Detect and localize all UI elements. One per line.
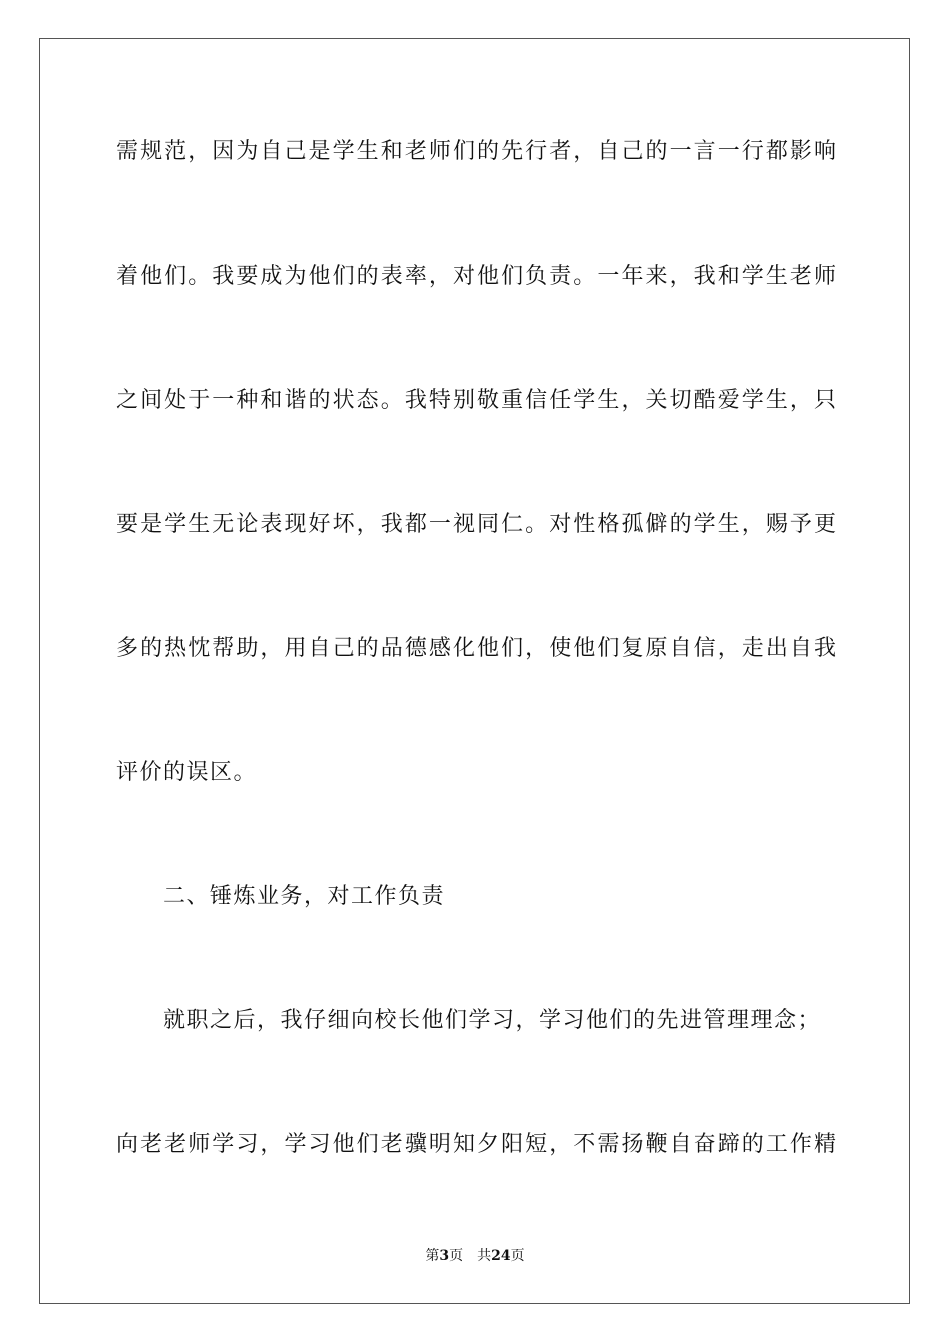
body-line-7: 就职之后，我仔细向校长他们学习，学习他们的先进管理理念； — [163, 1008, 822, 1033]
section-heading: 二、锤炼业务，对工作负责 — [163, 884, 446, 909]
body-line-5: 多的热忱帮助，用自己的品德感化他们，使他们复原自信，走出自我 — [116, 636, 836, 661]
body-line-8: 向老老师学习，学习他们老骥明知夕阳短，不需扬鞭自奋蹄的工作精 — [116, 1132, 836, 1157]
body-line-4: 要是学生无论表现好坏，我都一视同仁。对性格孤僻的学生，赐予更 — [116, 512, 836, 537]
body-line-6: 评价的误区。 — [116, 760, 258, 785]
page-prefix: 第 — [425, 1248, 440, 1264]
total-pages: 24 — [491, 1248, 511, 1264]
page-footer — [0, 1247, 950, 1265]
page-suffix: 页 — [449, 1248, 464, 1264]
total-suffix: 页 — [510, 1248, 525, 1264]
body-line-3: 之间处于一种和谐的状态。我特别敬重信任学生，关切酷爱学生，只 — [116, 388, 836, 413]
body-line-2: 着他们。我要成为他们的表率，对他们负责。一年来，我和学生老师 — [116, 264, 836, 289]
page-border — [39, 38, 910, 1304]
body-line-1: 需规范，因为自己是学生和老师们的先行者，自己的一言一行都影响 — [116, 139, 836, 164]
total-prefix: 共 — [477, 1248, 492, 1264]
page-number: 3 — [439, 1248, 450, 1264]
